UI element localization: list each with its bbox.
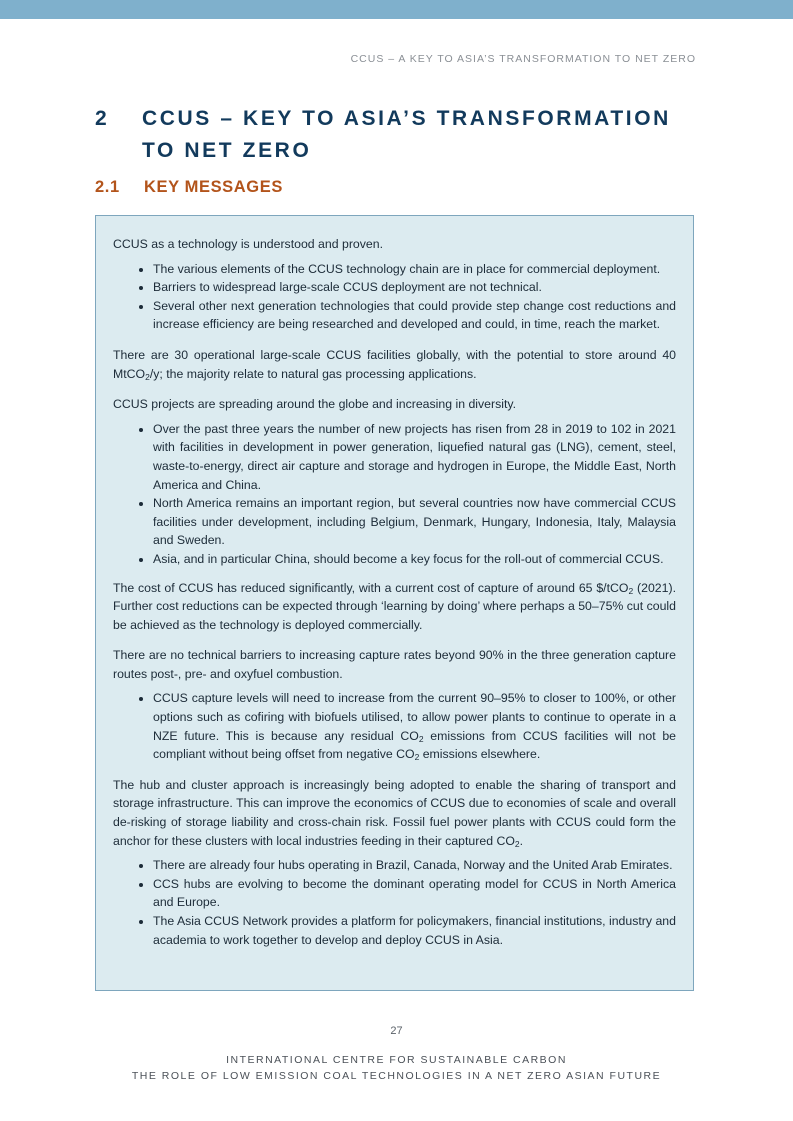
bullet-list — [113, 689, 676, 763]
chapter-number: 2 — [95, 107, 110, 130]
key-messages-box — [95, 215, 694, 991]
top-color-band — [0, 0, 793, 19]
list-item: • CCUS capture levels will need to increase from the current 90–95% to closer to 100%, or other options such as cofiring with biofuels utilised, to allow power plants to continue to operate in a NZE future. This is because any residual $CO_2$ emissions from CCUS facilities will not be compliant without being offset from negative $CO_2$ emissions elsewhere. — [153, 689, 676, 763]
message-paragraph: CCUS as a technology is understood and proven. — [113, 237, 384, 251]
list-item: • The Asia CCUS Network provides a platform for policymakers, financial institutions, industry and academia to work together to develop and deploy CCUS in Asia. — [153, 912, 676, 949]
message-paragraph: There are 30 operational large-scale CCUS facilities globally, with the potential to store around 40 MtCO$_2$/y; the majority relate to natural gas processing applications. — [113, 347, 676, 382]
list-item: • There are already four hubs operating in Brazil, Canada, Norway and the United Arab Emirates. — [153, 856, 676, 875]
section-heading — [95, 178, 283, 197]
list-item: • Barriers to widespread large-scale CCUS deployment are not technical. — [153, 278, 676, 297]
chapter-heading — [95, 103, 705, 167]
list-item: • Over the past three years the number of new projects has risen from 28 in 2019 to 102 in 2021 with facilities in development in power generation, liquefied natural gas (LNG), cement, steel, waste-to-energy, direct air capture and storage and hydrogen in Europe, the Middle East, North America and China. — [153, 420, 676, 494]
footer-report-title: THE ROLE OF LOW EMISSION COAL TECHNOLOGIES IN A NET ZERO ASIAN FUTURE — [131, 1070, 662, 1082]
footer-organisation: INTERNATIONAL CENTRE FOR SUSTAINABLE CARBON — [226, 1054, 567, 1066]
list-item: • The various elements of the CCUS technology chain are in place for commercial deployment. — [153, 260, 676, 279]
bullet-list — [113, 260, 676, 334]
message-paragraph: CCUS projects are spreading around the globe and increasing in diversity. — [113, 397, 517, 412]
section-title: KEY MESSAGES — [144, 178, 283, 196]
page-number: 27 — [390, 1025, 403, 1037]
list-item: • CCS hubs are evolving to become the dominant operating model for CCUS in North America and Europe. — [153, 875, 676, 912]
chapter-title: CCUS – KEY TO ASIA’S TRANSFORMATION TO NET ZERO — [142, 107, 671, 162]
section-number: 2.1 — [95, 178, 120, 196]
list-item: • North America remains an important region, but several countries now have commercial CCUS facilities under development, including Belgium, Denmark, Hungary, Indonesia, Italy, Malaysia and Sweden. — [153, 494, 676, 550]
message-paragraph: The hub and cluster approach is increasingly being adopted to enable the sharing of transport and storage infrastructure. This can improve the economics of CCUS due to economies of scale and overall de-risking of storage liability and cross-chain risk. Fossil fuel power plants with CCUS could form the anchor for these clusters with local industries feeding in their captured $CO_2$. — [113, 777, 676, 849]
message-paragraph: The cost of CCUS has reduced significantly, with a current cost of capture of around 65 $/tCO$_2$ (2021). Further cost reductions can be expected through ‘learning by doing’ where perhaps a 50–75% cut could be achieved as the technology is deployed commercially. — [113, 580, 676, 632]
list-item: • Asia, and in particular China, should become a key focus for the roll-out of commercial CCUS. — [153, 550, 676, 569]
bullet-list — [113, 420, 676, 569]
message-paragraph: There are no technical barriers to increasing capture rates beyond 90% in the three generation capture routes post-, pre- and oxyfuel combustion. — [113, 648, 676, 681]
bullet-list — [113, 856, 676, 949]
list-item: • Several other next generation technologies that could provide step change cost reductions and increase efficiency are being researched and developed and could, in time, reach the market. — [153, 297, 676, 334]
running-header: CCUS – A KEY TO ASIA’S TRANSFORMATION TO NET ZERO — [350, 53, 696, 65]
